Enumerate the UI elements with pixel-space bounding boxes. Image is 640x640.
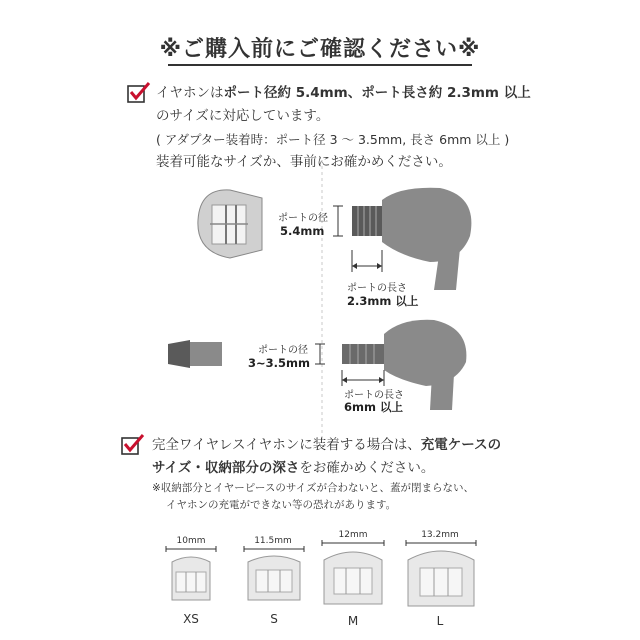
diagram2-diameter-label: ポートの径 — [258, 345, 308, 356]
diagram1-length-value: 2.3mm 以上 — [347, 294, 419, 308]
section1-line1-prefix: イヤホンは — [156, 85, 224, 101]
page-title: ※ご購入前にご確認ください※ — [159, 37, 481, 62]
diagram1-length-label: ポートの長さ — [347, 283, 407, 294]
ear-tip-m — [322, 540, 384, 604]
ear-tip-xs — [166, 546, 216, 600]
size-m-label: M — [347, 614, 359, 628]
section1-line1-bold: ポート径約 5.4mm、ポート長さ約 2.3mm 以上 — [223, 85, 531, 101]
diagram1-diameter-value: 5.4mm — [280, 224, 325, 238]
size-s-label: S — [270, 612, 278, 626]
size-xs-width: 10mm — [176, 536, 206, 546]
section2-line2-suffix: をお確かめください。 — [299, 460, 435, 476]
size-xs-label: XS — [183, 612, 199, 626]
section1-line2: のサイズに対応しています。 — [156, 108, 330, 124]
diagram1-diameter-label: ポートの径 — [278, 213, 328, 224]
diagram2-diameter-value: 3~3.5mm — [248, 356, 310, 370]
section2-note1: ※収納部分とイヤーピースのサイズが合わないと、蓋が閉まらない、 — [152, 482, 475, 494]
size-m-width: 12mm — [338, 530, 368, 540]
section2-line1-bold: 充電ケースの — [420, 437, 502, 453]
section1-line3: ( アダプター装着時：ポート径 3 ～ 3.5mm, 長さ 6mm 以上 ) — [156, 132, 510, 147]
section2-line1-prefix: 完全ワイヤレスイヤホンに装着する場合は、 — [152, 437, 421, 453]
section2-note2: イヤホンの充電ができない等の恐れがあります。 — [166, 499, 397, 511]
section1-line4: 装着可能なサイズか、事前にお確かめください。 — [156, 154, 452, 170]
ear-tip-s — [244, 546, 304, 600]
ear-tip-l — [406, 540, 476, 606]
size-l-width: 13.2mm — [421, 530, 459, 540]
section2-line2-bold: サイズ・収納部分の深さ — [152, 460, 300, 476]
size-s-width: 11.5mm — [254, 536, 292, 546]
diagram2-length-label: ポートの長さ — [344, 390, 404, 401]
diagram2-length-value: 6mm 以上 — [344, 400, 403, 414]
size-l-label: L — [436, 614, 444, 628]
